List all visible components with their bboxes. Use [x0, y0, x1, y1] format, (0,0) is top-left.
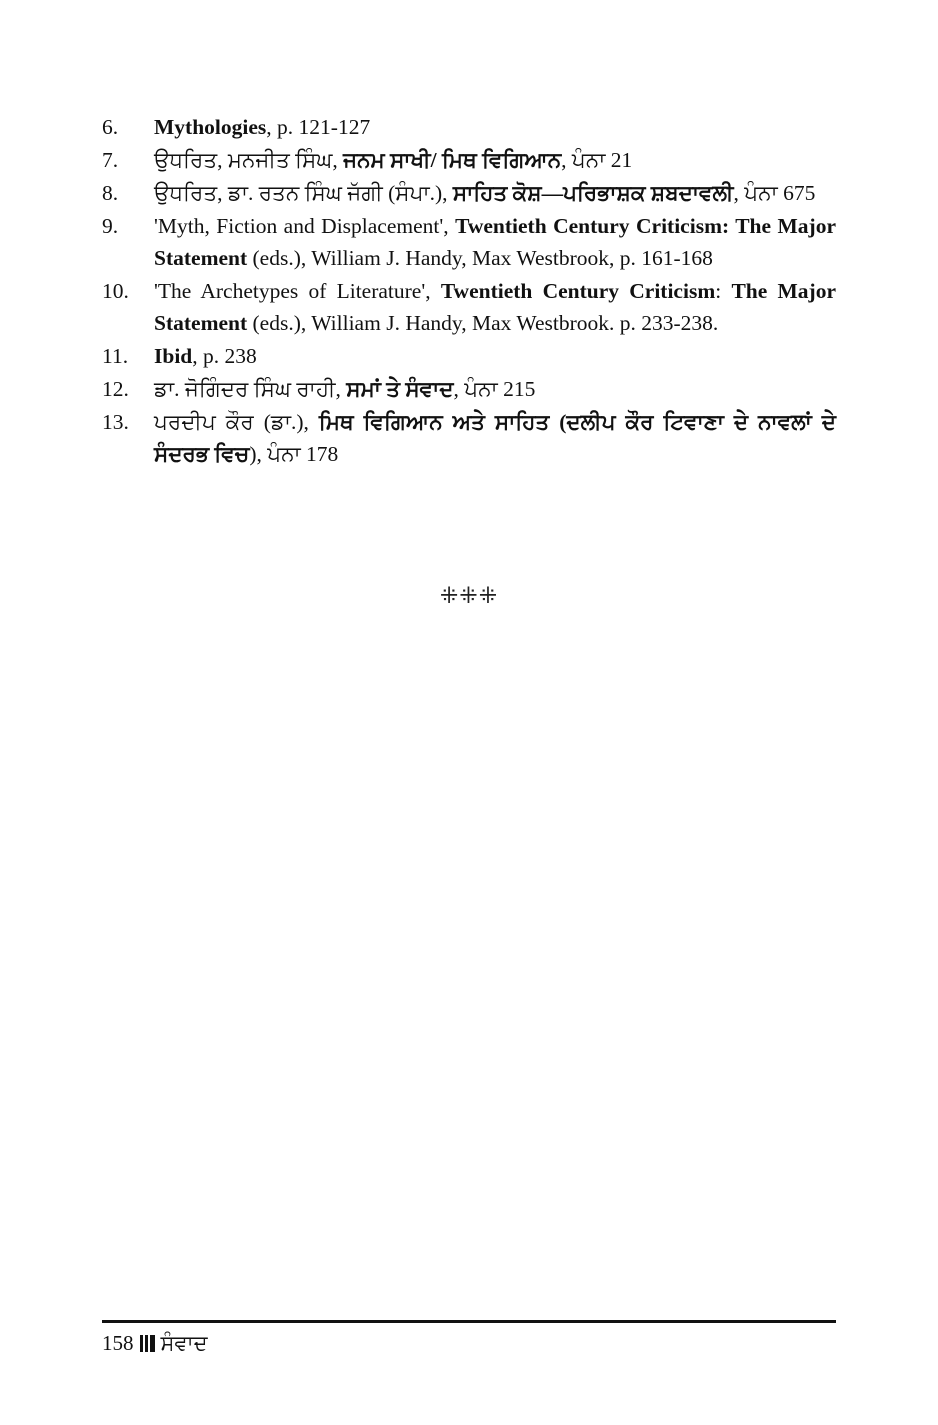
endnote-text	[154, 344, 257, 368]
endnote-segment: ਡਾ. ਜੋਗਿੰਦਰ ਸਿੰਘ ਰਾਹੀ,	[154, 377, 347, 401]
section-end-ornament: ⁜⁜⁜	[439, 584, 499, 609]
footer-separator-icon	[140, 1335, 155, 1352]
endnote-text	[154, 148, 632, 172]
endnote-title: ਸਾਹਿਤ ਕੋਸ਼—ਪਰਿਭਾਸ਼ਕ ਸ਼ਬਦਾਵਲੀ	[452, 181, 734, 205]
endnote-number: 13.	[102, 410, 129, 434]
endnote-text	[154, 115, 370, 139]
endnote-item	[102, 144, 836, 176]
endnote-segment: , p. 238	[192, 344, 257, 368]
endnote-segment: ਪਰਦੀਪ ਕੌਰ (ਡਾ.),	[154, 410, 319, 434]
endnotes-list	[102, 111, 836, 471]
endnote-segment: ), ਪੰਨਾ 178	[249, 442, 339, 466]
endnote-title: Twentieth Century Criticism	[440, 279, 716, 303]
endnote-text	[154, 214, 836, 270]
endnote-title: Twentieth Century Criticism: The Major Statement	[154, 214, 836, 270]
endnote-item	[102, 111, 836, 143]
endnote-number: 8.	[102, 181, 119, 205]
endnote-item	[102, 210, 836, 274]
endnote-segment: :	[715, 279, 732, 303]
endnote-segment: 'Myth, Fiction and Displacement',	[154, 214, 456, 238]
footer-rule	[102, 1320, 836, 1323]
endnote-text	[154, 181, 815, 205]
endnote-title: Mythologies	[154, 115, 267, 139]
endnote-text	[154, 410, 836, 466]
page-number: 158	[102, 1331, 134, 1355]
endnote-segment: , ਪੰਨਾ 675	[733, 181, 816, 205]
endnote-item	[102, 275, 836, 339]
endnote-item	[102, 373, 836, 405]
endnote-text	[154, 279, 836, 335]
endnote-number: 6.	[102, 115, 119, 139]
endnote-segment: ਉਧਰਿਤ, ਮਨਜੀਤ ਸਿੰਘ,	[154, 148, 344, 172]
endnote-segment: (eds.), William J. Handy, Max Westbrook. p. 233-238.	[247, 311, 719, 335]
endnote-text	[154, 377, 535, 401]
endnote-item	[102, 177, 836, 209]
endnote-title: The Major Statement	[154, 279, 836, 335]
endnote-item	[102, 340, 836, 372]
endnote-title: Ibid	[154, 344, 193, 368]
endnote-segment: 'The Archetypes of Literature',	[154, 279, 441, 303]
endnote-number: 9.	[102, 214, 119, 238]
endnote-segment: ਉਧਰਿਤ, ਡਾ. ਰਤਨ ਸਿੰਘ ਜੱਗੀ (ਸੰਪਾ.),	[154, 181, 453, 205]
endnote-number: 11.	[102, 344, 129, 368]
endnote-segment: , ਪੰਨਾ 21	[561, 148, 633, 172]
running-title: ਸੰਵਾਦ	[160, 1331, 208, 1355]
page-footer	[102, 1327, 208, 1359]
endnote-title: ਮਿਥ ਵਿਗਿਆਨ ਅਤੇ ਸਾਹਿਤ (ਦਲੀਪ ਕੌਰ ਟਿਵਾਣਾ ਦੇ ਨਾਵਲਾਂ ਦੇ ਸੰਦਰਭ ਵਿਚ	[154, 410, 836, 466]
endnote-segment: , ਪੰਨਾ 215	[453, 377, 536, 401]
endnote-title: ਜਨਮ ਸਾਖੀ/ ਮਿਥ ਵਿਗਿਆਨ	[343, 148, 562, 172]
endnote-number: 7.	[102, 148, 119, 172]
endnote-segment: (eds.), William J. Handy, Max Westbrook, p. 161-168	[247, 246, 713, 270]
endnote-item	[102, 406, 836, 470]
endnote-title: ਸਮਾਂ ਤੇ ਸੰਵਾਦ	[346, 377, 454, 401]
endnote-number: 10.	[102, 279, 129, 303]
endnote-number: 12.	[102, 377, 129, 401]
endnote-segment: , p. 121-127	[266, 115, 371, 139]
